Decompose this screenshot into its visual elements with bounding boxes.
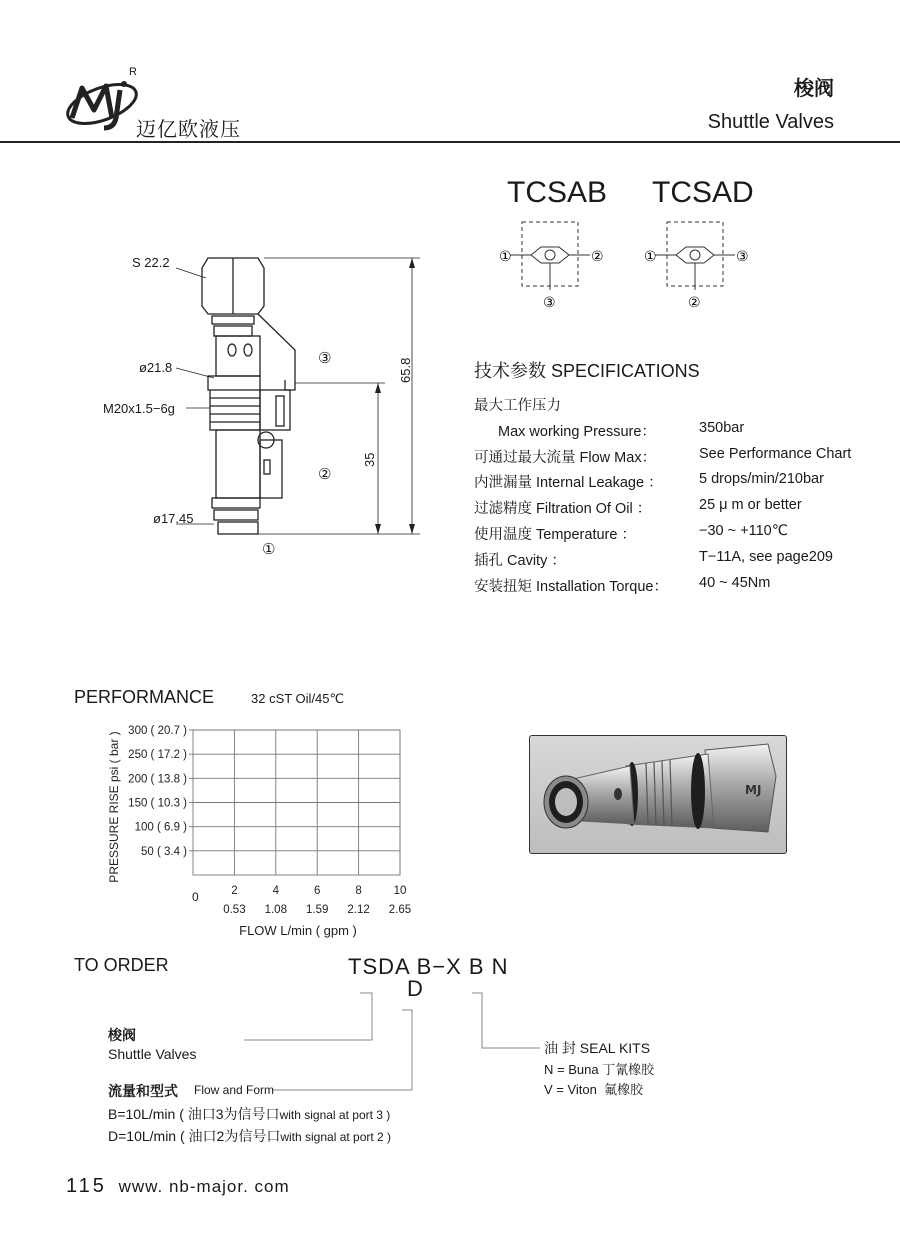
model-tcsab: TCSAB xyxy=(507,176,608,209)
y-tick-label: 50 ( 3.4 ) xyxy=(140,845,187,858)
y-tick-label: 250 ( 17.2 ) xyxy=(128,749,187,762)
company-name: 迈亿欧液压 xyxy=(136,117,241,141)
spec-label: Max working Pressure： xyxy=(498,424,656,440)
drawing-port-1: ① xyxy=(262,540,276,558)
photo-logo: MJ xyxy=(745,783,762,797)
order-code-alt: D xyxy=(407,976,424,1001)
port-label: ② xyxy=(591,249,604,265)
port-label: ① xyxy=(644,249,657,265)
specs-heading: 技术参数 SPECIFICATIONS xyxy=(474,361,700,381)
spec-label: 使用温度 Temperature ： xyxy=(474,527,636,543)
spec-value: 40 ~ 45Nm xyxy=(699,575,771,591)
order-title: TO ORDER xyxy=(74,955,169,975)
dim-diameter-17-45: ø17.45 xyxy=(153,511,194,526)
y-tick-label: 100 ( 6.9 ) xyxy=(134,821,187,834)
spec-label: 内泄漏量 Internal Leakage ： xyxy=(474,475,663,491)
drawing-port-3: ③ xyxy=(318,349,332,367)
category-title-zh: 梭阀 xyxy=(794,76,834,100)
x-tick-label-gpm: 2.65 xyxy=(388,904,412,916)
port-label: ③ xyxy=(736,249,749,265)
spec-value: −30 ~ +110℃ xyxy=(699,523,788,539)
x-tick-label: 8 xyxy=(355,885,362,897)
dim-length-65-8: 65.8 xyxy=(398,357,413,383)
y-tick-label: 300 ( 20.7 ) xyxy=(128,725,187,737)
drawing-port-2: ② xyxy=(318,465,332,483)
spec-value: 350bar xyxy=(699,420,745,436)
spec-label: 最大工作压力 xyxy=(474,398,561,414)
x-tick-label-gpm: 2.12 xyxy=(347,904,370,916)
seal-heading: 油 封 SEAL KITS xyxy=(544,1040,651,1056)
seal-option-v: V = Viton 氟橡胶 xyxy=(544,1082,644,1097)
port-label: ② xyxy=(688,295,701,311)
dim-diameter-21-8: ø21.8 xyxy=(139,360,173,375)
order-flow-zh: 流量和型式 xyxy=(108,1084,178,1100)
x-tick-label-gpm: 1.59 xyxy=(306,904,329,916)
x-tick-label: 4 xyxy=(272,885,280,897)
x-tick-label-gpm: 1.08 xyxy=(264,904,287,916)
x-tick-label: 10 xyxy=(393,885,407,897)
order-valve-zh: 梭阀 xyxy=(108,1028,136,1044)
option-b-main: B=10L/min ( 油口3为信号口 xyxy=(108,1106,280,1122)
spec-value: 5 drops/min/210bar xyxy=(699,471,824,487)
option-d xyxy=(108,1126,391,1146)
dim-hex: S 22.2 xyxy=(132,255,170,270)
spec-value: T−11A, see page209 xyxy=(699,549,833,565)
option-b-note: with signal at port 3 ) xyxy=(279,1108,391,1122)
y-tick-label: 200 ( 13.8 ) xyxy=(128,773,187,786)
option-b xyxy=(108,1104,390,1124)
model-tcsad: TCSAD xyxy=(652,176,754,209)
registered-mark: R xyxy=(129,66,137,78)
website-url: www. nb-major. com xyxy=(118,1177,290,1196)
spec-label: 过滤精度 Filtration Of Oil ： xyxy=(474,501,652,517)
spec-label: 可通过最大流量 Flow Max： xyxy=(474,450,657,466)
spec-label: 插孔 Cavity ： xyxy=(474,553,566,569)
spec-value: See Performance Chart xyxy=(699,446,852,462)
category-title-en: Shuttle Valves xyxy=(707,111,834,133)
spec-label: 安装扭矩 Installation Torque： xyxy=(474,579,668,595)
y-tick-label: 150 ( 10.3 ) xyxy=(128,797,187,810)
option-d-main: D=10L/min ( 油口2为信号口 xyxy=(108,1128,281,1144)
x-tick-label: 2 xyxy=(231,885,238,897)
page-number: 115 xyxy=(66,1175,107,1197)
seal-option-n: N = Buna 丁氰橡胶 xyxy=(544,1062,655,1077)
footer xyxy=(66,1175,290,1198)
origin-label: 0 xyxy=(192,890,199,904)
performance-condition: 32 cST Oil/45℃ xyxy=(251,691,345,706)
port-label: ③ xyxy=(543,295,556,311)
order-code: TSDA B−X B N xyxy=(348,954,509,979)
performance-title: PERFORMANCE xyxy=(74,687,215,707)
x-tick-label: 6 xyxy=(313,885,321,897)
option-d-note: with signal at port 2 ) xyxy=(280,1130,392,1144)
dim-thread: M20x1.5−6g xyxy=(103,401,175,416)
y-axis-label: PRESSURE RISE psi ( bar ) xyxy=(107,731,121,883)
port-label: ① xyxy=(499,249,512,265)
x-axis-label: FLOW L/min ( gpm ) xyxy=(239,923,357,938)
order-flow-en: Flow and Form xyxy=(194,1083,275,1097)
spec-value: 25 μ m or better xyxy=(699,497,802,513)
order-valve-en: Shuttle Valves xyxy=(108,1046,197,1062)
x-tick-label-gpm: 0.53 xyxy=(223,904,246,916)
dim-length-35: 35 xyxy=(362,452,377,467)
